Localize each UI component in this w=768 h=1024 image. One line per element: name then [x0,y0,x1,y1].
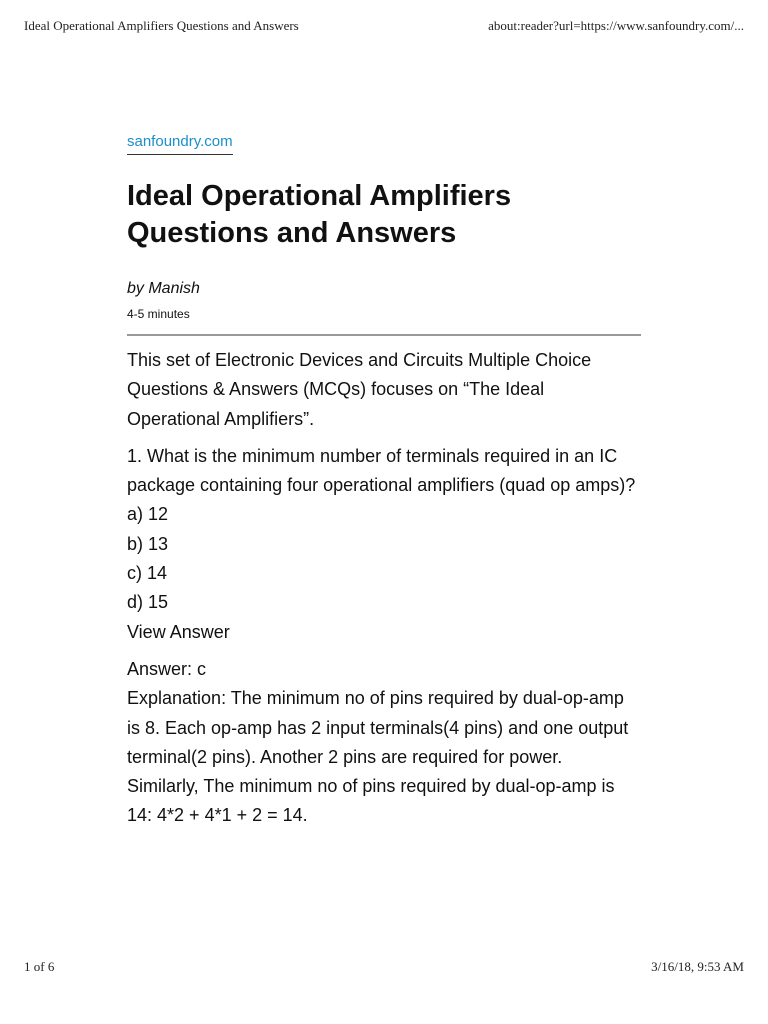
view-answer-button[interactable]: View Answer [127,621,230,642]
option-a: a) 12 [127,504,169,525]
print-footer [24,959,744,975]
intro-paragraph: This set of Electronic Devices and Circuits Multiple Choice Questions & Answers (MCQs) focuses on “The Ideal Operational Amplifiers”. [127,350,592,429]
answer-text: Answer: c [127,658,207,679]
header-divider [127,334,641,336]
print-header [24,18,744,34]
answer-block [127,655,641,831]
article-title: Ideal Operational Amplifiers Questions and Answers [127,180,512,249]
reading-time: 4-5 minutes [127,307,190,321]
question-text: 1. What is the minimum number of terminals required in an IC package containing four operational amplifiers (quad op amps)? [127,445,636,496]
page-number: 1 of 6 [24,959,55,974]
source-domain-link[interactable]: sanfoundry.com [127,133,233,155]
option-c: c) 14 [127,563,168,584]
article-byline: by Manish [127,280,200,297]
print-header-url: about:reader?url=https://www.sanfoundry.com/... [488,18,744,33]
explanation-text: Explanation: The minimum no of pins required by dual-op-amp is 8. Each op-amp has 2 input terminals(4 pins) and one output terminal(2 pins). Another 2 pins are required for power. [127,688,629,767]
question-block [127,442,641,647]
article [127,133,641,839]
print-timestamp: 3/16/18, 9:53 AM [651,959,744,974]
print-header-title: Ideal Operational Amplifiers Questions and Answers [24,18,299,33]
option-d: d) 15 [127,592,169,613]
option-b: b) 13 [127,533,169,554]
article-content [127,346,641,831]
explanation-continued: Similarly, The minimum no of pins required by dual-op-amp is 14: 4*2 + 4*1 + 2 = 14. [127,776,615,826]
